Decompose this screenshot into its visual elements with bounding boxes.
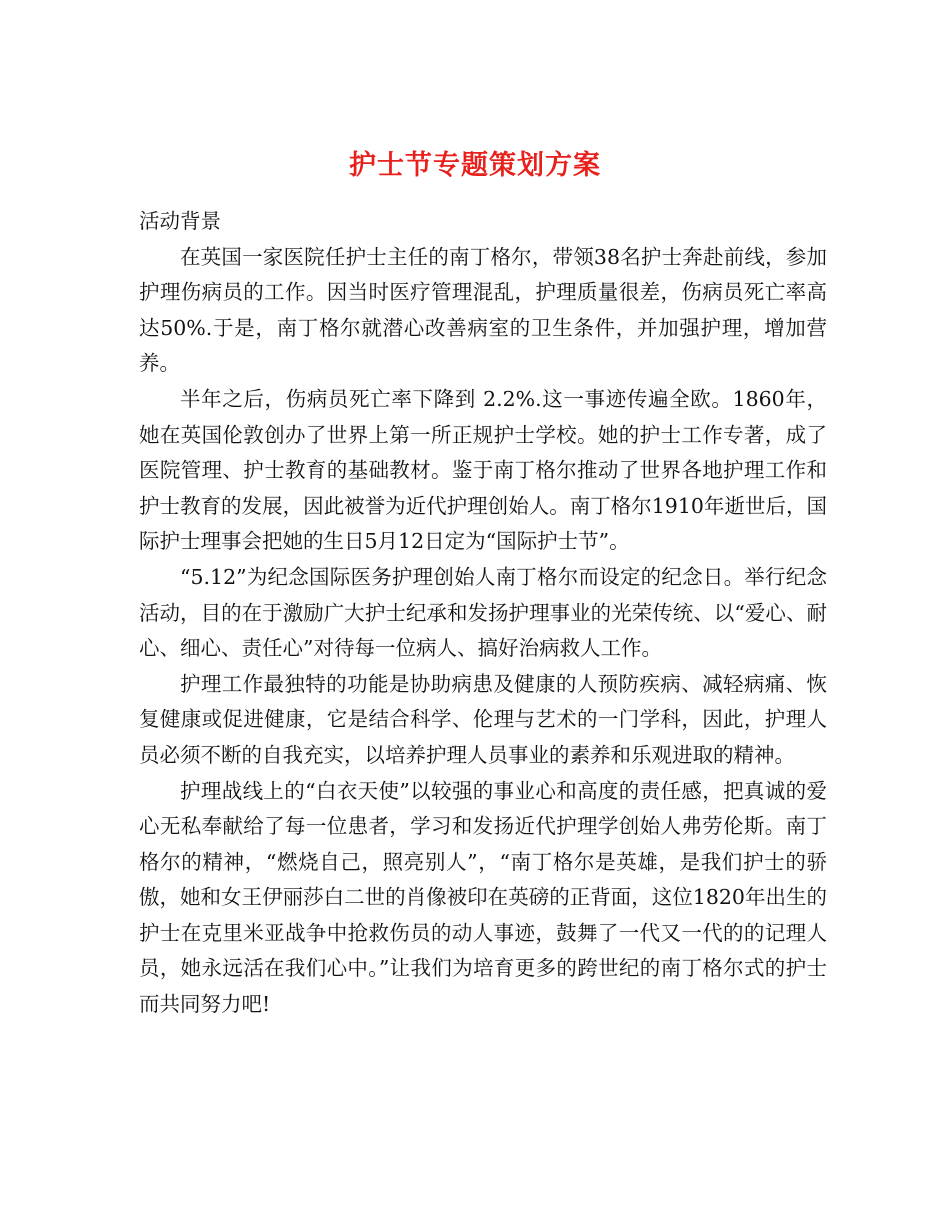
document-body (139, 204, 827, 1023)
paragraph: “5.12”为纪念国际医务护理创始人南丁格尔而设定的纪念日。举行纪念活动，目的在于激励广大护士纪承和发扬护理事业的光荣传统、以“爱心、耐心、细心、责任心”对待每一位病人、搞好治病救人工作。 (139, 564, 827, 661)
paragraph: 护理战线上的“白衣天使”以较强的事业心和高度的责任感，把真诚的爱心无私奉献给了每一位患者，学习和发扬近代护理学创始人弗劳伦斯。南丁格尔的精神，“燃烧自己，照亮别人”，“南丁格尔是英雄，是我们护士的骄傲，她和女王伊丽莎白二世的肖像被印在英磅的正背面，这位1820年出生的护士在克里米亚战争中抢救伤员的动人事迹，鼓舞了一代又一代的的记理人员，她永远活在我们心中。”让我们为培育更多的跨世纪的南丁格尔式的护士而共同努力吧! (139, 778, 827, 1017)
document-title: 护士节专题策划方案 (349, 150, 601, 182)
section-heading: 活动背景 (139, 209, 221, 233)
paragraph: 在英国一家医院任护士主任的南丁格尔，带领38名护士奔赴前线，参加护理伤病员的工作。因当时医疗管理混乱，护理质量很差，伤病员死亡率高达50%.于是，南丁格尔就潜心改善病室的卫生条件，并加强护理，增加营养。 (139, 244, 827, 376)
paragraph: 半年之后，伤病员死亡率下降到 2.2%.这一事迹传遍全欧。1860年，她在英国伦敦创办了世界上第一所正规护士学校。她的护士工作专著，成了医院管理、护士教育的基础教材。鉴于南丁格尔推动了世界各地护理工作和护士教育的发展，因此被誉为近代护理创始人。南丁格尔1910年逝世后，国际护士理事会把她的生日5月12日定为“国际护士节”。 (139, 386, 827, 554)
paragraph: 护理工作最独特的功能是协助病患及健康的人预防疾病、减轻病痛、恢复健康或促进健康，它是结合科学、伦理与艺术的一门学科，因此，护理人员必须不断的自我充实，以培养护理人员事业的素养和乐观进取的精神。 (139, 671, 827, 767)
